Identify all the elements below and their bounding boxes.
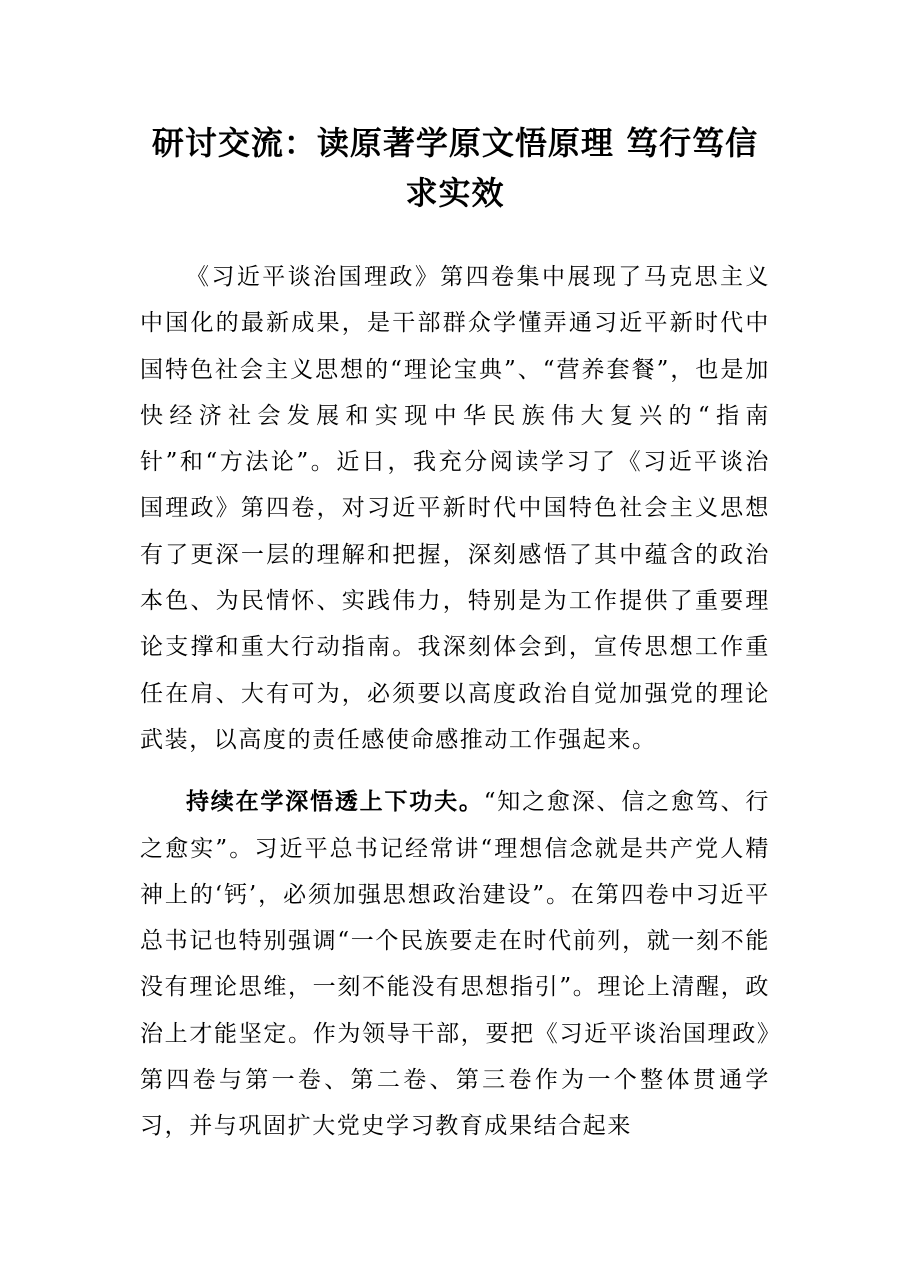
paragraph-study-heading: 持续在学深悟透上下功夫。 [186,789,484,816]
paragraph-intro [140,254,770,763]
paragraph-study-text: “知之愈深、信之愈笃、行之愈实”。习近平总书记经常讲“理想信念就是共产党人精神上的‘钙’，必须加强思想政治建设”。在第四卷中习近平总书记也特别强调“一个民族要走在时代前列，就一刻不能没有理论思维，一刻不能没有思想指引”。理论上清醒，政治上才能坚定。作为领导干部，要把《习近平谈治国理政》第四卷与第一卷、第二卷、第三卷作为一个整体贯通学习，并与巩固扩大党史学习教育成果结合起来 [140,789,771,1140]
paragraph-intro-text: 《习近平谈治国理政》第四卷集中展现了马克思主义中国化的最新成果，是干部群众学懂弄通习近平新时代中国特色社会主义思想的“理论宝典”、“营养套餐”，也是加快经济社会发展和实现中华民族伟大复兴的“指南针”和“方法论”。近日，我充分阅读学习了《习近平谈治国理政》第四卷，对习近平新时代中国特色社会主义思想有了更深一层的理解和把握，深刻感悟了其中蕴含的政治本色、为民情怀、实践伟力，特别是为工作提供了重要理论支撑和重大行动指南。我深刻体会到，宣传思想工作重任在肩、大有可为，必须要以高度政治自觉加强党的理论武装，以高度的责任感使命感推动工作强起来。 [140,264,770,753]
title-line-2: 求实效 [405,174,505,212]
title-line-1: 研讨交流：读原著学原文悟原理 笃行笃信 [151,124,759,162]
paragraph-study [140,779,770,1149]
document-title [140,118,770,218]
document-body [140,118,770,1150]
